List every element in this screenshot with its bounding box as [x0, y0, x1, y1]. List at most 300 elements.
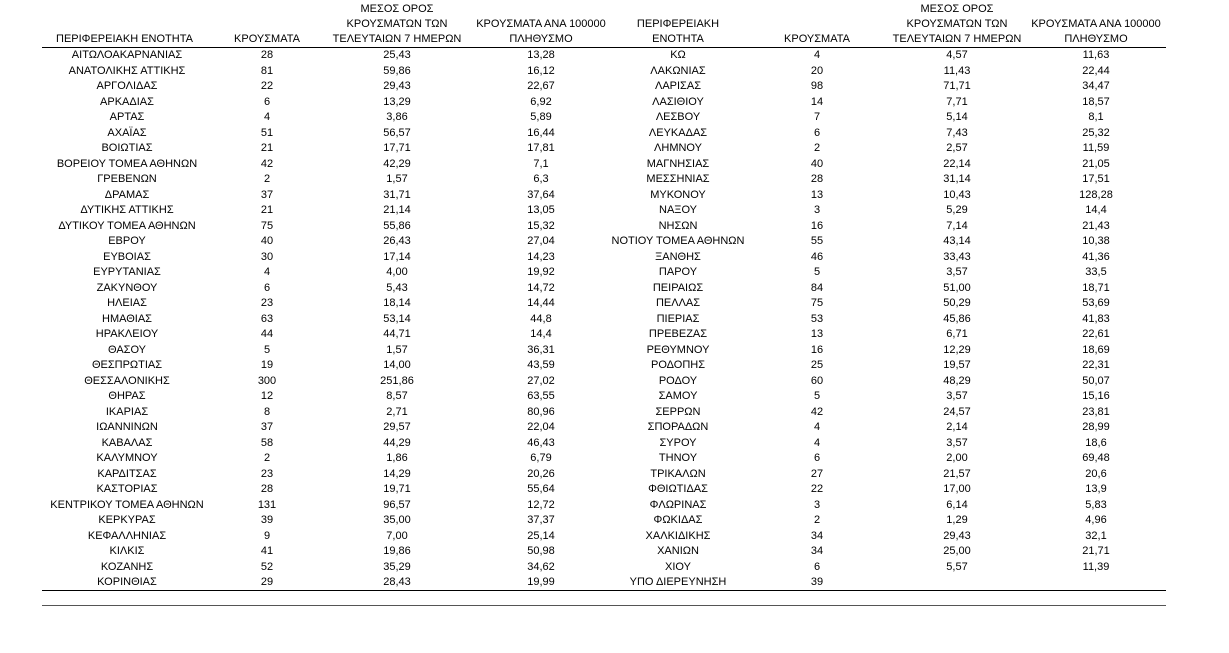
cases-cell: 84 — [810, 281, 824, 294]
region-cell: ΑΝΑΤΟΛΙΚΗΣ ΑΤΤΙΚΗΣ — [68, 64, 186, 77]
table-row — [42, 389, 610, 405]
cases-cell: 4 — [813, 421, 821, 433]
region-cell: ΝΑΞΟΥ — [659, 204, 697, 216]
per100k-cell: 17,81 — [527, 142, 555, 154]
per100k-cell: 5,89 — [530, 111, 552, 123]
cases-cell: 13 — [810, 188, 824, 201]
table-row — [610, 157, 1166, 173]
per100k-cell: 21,05 — [1082, 157, 1110, 170]
per100k-cell: 18,6 — [1085, 436, 1107, 449]
region-cell: ΕΥΡΥΤΑΝΙΑΣ — [93, 266, 161, 278]
avg-cell: 3,57 — [946, 390, 968, 402]
cases-cell: 6 — [263, 95, 271, 108]
table-row — [610, 327, 1166, 343]
per100k-cell: 80,96 — [527, 405, 555, 418]
table-row — [610, 312, 1166, 328]
region-cell: ΣΕΡΡΩΝ — [655, 405, 701, 418]
table-row — [42, 436, 610, 452]
table-row — [610, 343, 1166, 359]
region-cell: ΕΥΒΟΙΑΣ — [103, 250, 151, 263]
table-row — [42, 157, 610, 173]
cases-cell: 5 — [263, 343, 271, 356]
region-cell: ΚΙΛΚΙΣ — [109, 545, 145, 557]
region-cell: ΑΧΑΪΑΣ — [107, 126, 147, 139]
region-cell: ΡΟΔΟΠΗΣ — [650, 359, 706, 371]
cases-cell: 5 — [813, 266, 821, 278]
per100k-cell: 20,26 — [527, 467, 555, 480]
avg-cell — [888, 575, 1026, 591]
avg-header: ΜΕΣΟΣ ΟΡΟΣ ΚΡΟΥΣΜΑΤΩΝ ΤΩΝ ΤΕΛΕΥΤΑΙΩΝ 7 ΗΜΕΡΩΝ — [332, 3, 462, 45]
per100k-cell: 21,71 — [1082, 545, 1110, 557]
table-row — [42, 374, 610, 390]
cases-cell: 19 — [260, 359, 274, 371]
cases-cell: 30 — [260, 250, 274, 263]
table-row — [610, 110, 1166, 126]
cases-cell: 34 — [810, 545, 824, 557]
region-cell: ΣΥΡΟΥ — [659, 436, 697, 449]
avg-cell: 11,43 — [943, 64, 971, 77]
per100k-cell: 27,04 — [527, 235, 555, 247]
per100k-cell: 11,59 — [1082, 142, 1110, 154]
avg-cell: 33,43 — [943, 250, 971, 263]
cases-cell: 37 — [260, 188, 274, 201]
per100k-cell: 69,48 — [1082, 452, 1110, 464]
cases-cell: 22 — [260, 80, 274, 92]
cases-cell: 42 — [260, 157, 274, 170]
region-cell: ΝΗΣΩΝ — [658, 219, 698, 232]
region-cell: ΚΕΦΑΛΛΗΝΙΑΣ — [87, 529, 167, 542]
avg-cell: 42,29 — [383, 157, 411, 170]
table-row — [610, 575, 1166, 591]
right-table — [610, 0, 1166, 591]
region-cell: ΛΗΜΝΟΥ — [654, 142, 702, 154]
per100k-cell: 14,4 — [1085, 204, 1107, 216]
region-cell: ΗΡΑΚΛΕΙΟΥ — [95, 328, 159, 340]
table-row — [42, 110, 610, 126]
per100k-cell: 50,98 — [527, 545, 555, 557]
cases-cell: 40 — [810, 157, 824, 170]
cases-cell: 3 — [813, 204, 821, 216]
per100k-cell: 37,37 — [527, 514, 555, 526]
per100k-cell: 4,96 — [1085, 514, 1107, 526]
region-header: ΠΕΡΙΦΕΡΕΙΑΚΗ ΕΝΟΤΗΤΑ — [636, 18, 720, 45]
region-cell: ΛΑΚΩΝΙΑΣ — [650, 64, 706, 77]
per100k-cell: 32,1 — [1085, 529, 1107, 542]
table-row — [610, 219, 1166, 235]
table-row — [42, 513, 610, 529]
avg-cell: 26,43 — [383, 235, 411, 247]
bottom-rule — [42, 605, 1166, 606]
cases-cell: 29 — [260, 576, 274, 588]
per100k-cell — [1026, 575, 1166, 591]
cases-cell: 2 — [263, 452, 271, 464]
cases-cell: 2 — [813, 142, 821, 154]
per100k-cell: 33,5 — [1085, 266, 1107, 278]
region-cell: ΠΑΡΟΥ — [658, 266, 698, 278]
region-cell: ΚΩ — [670, 49, 686, 61]
left-header-row — [42, 0, 610, 48]
avg-cell: 55,86 — [383, 219, 411, 232]
table-row — [42, 64, 610, 80]
table-row — [610, 250, 1166, 266]
cases-cell: 46 — [810, 250, 824, 263]
cases-cell: 39 — [260, 514, 274, 526]
per100k-cell: 22,04 — [527, 421, 555, 433]
avg-cell: 1,86 — [386, 452, 408, 464]
avg-cell: 29,43 — [943, 529, 971, 542]
avg-cell: 7,71 — [946, 95, 968, 108]
cases-cell: 4 — [263, 266, 271, 278]
cases-cell: 39 — [810, 576, 824, 588]
avg-cell: 17,14 — [383, 250, 411, 263]
per100k-cell: 6,92 — [530, 95, 552, 108]
table-row — [610, 436, 1166, 452]
cases-cell: 34 — [810, 529, 824, 542]
table-row — [42, 482, 610, 498]
per100k-header: ΚΡΟΥΣΜΑΤΑ ΑΝΑ 100000 ΠΛΗΘΥΣΜΟ — [1031, 18, 1161, 45]
table-row — [42, 234, 610, 250]
per100k-cell: 37,64 — [527, 188, 555, 201]
avg-cell: 8,57 — [386, 390, 408, 402]
region-cell: ΛΕΣΒΟΥ — [655, 111, 701, 123]
per100k-header: ΚΡΟΥΣΜΑΤΑ ΑΝΑ 100000 ΠΛΗΘΥΣΜΟ — [476, 18, 606, 45]
per100k-cell: 50,07 — [1082, 374, 1110, 387]
region-cell: ΚΟΖΑΝΗΣ — [100, 560, 154, 573]
avg-cell: 6,71 — [946, 328, 968, 340]
avg-cell: 50,29 — [943, 297, 971, 309]
per100k-cell: 34,47 — [1082, 80, 1110, 92]
per100k-cell: 28,99 — [1082, 421, 1110, 433]
avg-cell: 6,14 — [946, 498, 968, 511]
per100k-cell: 34,62 — [527, 560, 555, 573]
table-row — [42, 48, 610, 64]
cases-cell: 53 — [810, 312, 824, 325]
region-cell: ΣΠΟΡΑΔΩΝ — [647, 421, 709, 433]
table-row — [42, 451, 610, 467]
per100k-cell: 16,12 — [527, 64, 555, 77]
table-row — [42, 498, 610, 514]
cases-cell: 16 — [810, 219, 824, 232]
avg-cell: 7,14 — [946, 219, 968, 232]
table-row — [42, 343, 610, 359]
cases-cell: 60 — [810, 374, 824, 387]
per100k-cell: 11,39 — [1082, 560, 1110, 573]
avg-cell: 7,00 — [386, 529, 408, 542]
table-row — [610, 296, 1166, 312]
cases-cell: 21 — [260, 204, 274, 216]
right-header-row — [610, 0, 1166, 48]
table-row — [610, 544, 1166, 560]
avg-cell: 19,57 — [943, 359, 971, 371]
per100k-cell: 7,1 — [533, 157, 549, 170]
avg-cell: 251,86 — [380, 374, 414, 387]
region-cell: ΔΡΑΜΑΣ — [104, 188, 150, 201]
table-row — [610, 560, 1166, 576]
avg-cell: 44,29 — [383, 436, 411, 449]
region-cell: ΑΙΤΩΛΟΑΚΑΡΝΑΝΙΑΣ — [71, 49, 183, 61]
cases-cell: 5 — [813, 390, 821, 402]
avg-cell: 3,57 — [946, 436, 968, 449]
cases-cell: 131 — [257, 498, 277, 511]
region-cell: ΙΩΑΝΝΙΝΩΝ — [96, 421, 158, 433]
table-row — [610, 64, 1166, 80]
region-cell: ΚΕΡΚΥΡΑΣ — [98, 514, 156, 526]
avg-cell: 19,71 — [383, 483, 411, 495]
region-cell: ΛΑΡΙΣΑΣ — [654, 80, 701, 92]
per100k-cell: 6,3 — [533, 173, 549, 185]
avg-cell: 3,86 — [386, 111, 408, 123]
table-row — [610, 451, 1166, 467]
avg-cell: 51,00 — [943, 281, 971, 294]
per100k-cell: 13,9 — [1085, 483, 1107, 495]
table-row — [610, 281, 1166, 297]
per100k-cell: 8,1 — [1088, 111, 1104, 123]
cases-cell: 12 — [260, 390, 274, 402]
table-row — [42, 312, 610, 328]
avg-cell: 29,57 — [383, 421, 411, 433]
cases-cell: 2 — [813, 514, 821, 526]
region-cell: ΚΑΛΥΜΝΟΥ — [96, 452, 158, 464]
avg-cell: 53,14 — [383, 312, 411, 325]
region-cell: ΚΟΡΙΝΘΙΑΣ — [97, 576, 157, 588]
cases-cell: 6 — [813, 452, 821, 464]
per100k-cell: 41,36 — [1082, 250, 1110, 263]
table-row — [42, 467, 610, 483]
table-row — [610, 513, 1166, 529]
avg-cell: 17,71 — [383, 142, 411, 154]
avg-cell: 1,57 — [386, 343, 408, 356]
per100k-cell: 22,61 — [1082, 328, 1110, 340]
per100k-cell: 22,31 — [1082, 359, 1110, 371]
cases-cell: 4 — [813, 436, 821, 449]
region-cell: ΡΕΘΥΜΝΟΥ — [646, 343, 710, 356]
avg-cell: 35,00 — [383, 514, 411, 526]
region-cell: ΝΟΤΙΟΥ ΤΟΜΕΑ ΑΘΗΝΩΝ — [611, 235, 745, 247]
cases-cell: 40 — [260, 235, 274, 247]
region-cell: ΠΕΙΡΑΙΩΣ — [652, 281, 704, 294]
table-row — [610, 48, 1166, 64]
avg-cell: 2,71 — [386, 405, 408, 418]
per100k-cell: 14,23 — [527, 250, 555, 263]
avg-cell: 44,71 — [383, 328, 411, 340]
avg-cell: 2,14 — [946, 421, 968, 433]
avg-cell: 5,43 — [386, 281, 408, 294]
region-cell: ΚΑΡΔΙΤΣΑΣ — [97, 467, 157, 480]
avg-cell: 4,57 — [946, 49, 968, 61]
avg-cell: 5,29 — [946, 204, 968, 216]
table-row — [610, 420, 1166, 436]
per100k-cell: 21,43 — [1082, 219, 1110, 232]
table-row — [610, 126, 1166, 142]
cases-cell: 51 — [260, 126, 274, 139]
avg-cell: 31,71 — [383, 188, 411, 201]
table-row — [42, 544, 610, 560]
cases-cell: 14 — [810, 95, 824, 108]
table-row — [610, 95, 1166, 111]
per100k-cell: 17,51 — [1082, 173, 1110, 185]
table-row — [610, 265, 1166, 281]
cases-cell: 28 — [260, 483, 274, 495]
table-row — [610, 482, 1166, 498]
region-cell: ΡΟΔΟΥ — [658, 374, 698, 387]
region-cell: ΦΩΚΙΔΑΣ — [653, 514, 703, 526]
avg-cell: 25,43 — [383, 49, 411, 61]
region-cell: ΞΑΝΘΗΣ — [655, 250, 701, 263]
region-cell: ΘΗΡΑΣ — [108, 390, 146, 402]
table-row — [42, 405, 610, 421]
avg-cell: 13,29 — [383, 95, 411, 108]
cases-cell: 2 — [263, 173, 271, 185]
table-row — [610, 79, 1166, 95]
region-cell: ΠΕΛΛΑΣ — [655, 297, 701, 309]
region-cell: ΗΜΑΘΙΑΣ — [102, 312, 152, 325]
per100k-cell: 15,16 — [1082, 390, 1110, 402]
region-cell: ΠΙΕΡΙΑΣ — [656, 312, 700, 325]
region-cell: ΓΡΕΒΕΝΩΝ — [97, 173, 157, 185]
avg-cell: 25,00 — [943, 545, 971, 557]
per100k-cell: 14,72 — [527, 281, 555, 294]
avg-cell: 1,57 — [386, 173, 408, 185]
region-cell: ΠΡΕΒΕΖΑΣ — [648, 328, 708, 340]
avg-cell: 48,29 — [943, 374, 971, 387]
cases-cell: 28 — [260, 49, 274, 61]
table-row — [610, 203, 1166, 219]
table-row — [610, 358, 1166, 374]
avg-cell: 14,00 — [383, 359, 411, 371]
avg-cell: 28,43 — [383, 576, 411, 588]
region-cell: ΛΕΥΚΑΔΑΣ — [648, 126, 708, 139]
per100k-cell: 18,69 — [1082, 343, 1110, 356]
cases-header: ΚΡΟΥΣΜΑΤΑ — [234, 33, 300, 45]
avg-cell: 12,29 — [943, 343, 971, 356]
region-cell: ΣΑΜΟΥ — [658, 390, 698, 402]
per100k-cell: 18,57 — [1082, 95, 1110, 108]
cases-cell: 44 — [260, 328, 274, 340]
table-row — [42, 575, 610, 591]
cases-cell: 81 — [260, 64, 274, 77]
avg-cell: 45,86 — [943, 312, 971, 325]
avg-cell: 5,14 — [946, 111, 968, 123]
cases-cell: 6 — [813, 560, 821, 573]
per100k-cell: 23,81 — [1082, 405, 1110, 418]
per100k-cell: 55,64 — [527, 483, 555, 495]
table-row — [610, 389, 1166, 405]
cases-cell: 52 — [260, 560, 274, 573]
cases-cell: 23 — [260, 467, 274, 480]
per100k-cell: 11,63 — [1082, 49, 1110, 61]
avg-header: ΜΕΣΟΣ ΟΡΟΣ ΚΡΟΥΣΜΑΤΩΝ ΤΩΝ ΤΕΛΕΥΤΑΙΩΝ 7 ΗΜΕΡΩΝ — [892, 3, 1022, 45]
region-cell: ΧΙΟΥ — [665, 560, 691, 573]
region-cell: ΕΒΡΟΥ — [108, 235, 146, 247]
per100k-cell: 43,59 — [527, 359, 555, 371]
cases-cell: 37 — [260, 421, 274, 433]
table-row — [42, 95, 610, 111]
region-cell: ΚΑΒΑΛΑΣ — [101, 436, 153, 449]
table-row — [42, 420, 610, 436]
cases-cell: 27 — [810, 467, 824, 480]
table-row — [610, 234, 1166, 250]
table-row — [42, 203, 610, 219]
cases-header: ΚΡΟΥΣΜΑΤΑ — [784, 33, 850, 45]
cases-cell: 55 — [810, 235, 824, 247]
per100k-cell: 19,99 — [527, 576, 555, 588]
avg-cell: 14,29 — [383, 467, 411, 480]
cases-cell: 23 — [260, 297, 274, 309]
avg-cell: 21,57 — [943, 467, 971, 480]
cases-cell: 28 — [810, 173, 824, 185]
cases-cell: 4 — [263, 111, 271, 123]
region-cell: ΑΡΓΟΛΙΔΑΣ — [96, 80, 158, 92]
avg-cell: 21,14 — [383, 204, 411, 216]
per100k-cell: 53,69 — [1082, 297, 1110, 309]
right-table-body — [610, 48, 1166, 591]
cases-cell: 9 — [263, 529, 271, 542]
cases-cell: 22 — [810, 483, 824, 495]
region-cell: ΛΑΣΙΘΙΟΥ — [652, 95, 704, 108]
region-cell: ΧΑΛΚΙΔΙΚΗΣ — [645, 529, 711, 542]
per100k-cell: 18,71 — [1082, 281, 1110, 294]
region-cell: ΒΟΙΩΤΙΑΣ — [101, 142, 153, 154]
region-cell: ΙΚΑΡΙΑΣ — [105, 405, 149, 418]
table-row — [42, 188, 610, 204]
per100k-cell: 27,02 — [527, 374, 555, 387]
table-row — [610, 141, 1166, 157]
region-cell: ΦΛΩΡΙΝΑΣ — [649, 498, 707, 511]
per100k-cell: 128,28 — [1079, 188, 1113, 201]
table-row — [610, 374, 1166, 390]
per100k-cell: 20,6 — [1085, 467, 1107, 480]
table-row — [42, 172, 610, 188]
region-cell: ΤΡΙΚΑΛΩΝ — [650, 467, 706, 480]
cases-cell: 300 — [257, 374, 277, 387]
cases-cell: 6 — [813, 126, 821, 139]
avg-cell: 2,00 — [946, 452, 968, 464]
table-row — [42, 281, 610, 297]
cases-cell: 21 — [260, 142, 274, 154]
region-cell: ΚΑΣΤΟΡΙΑΣ — [96, 483, 158, 495]
avg-cell: 17,00 — [943, 483, 971, 495]
cases-cell: 6 — [263, 281, 271, 294]
table-row — [42, 560, 610, 576]
table-row — [42, 126, 610, 142]
avg-cell: 1,29 — [946, 514, 968, 526]
per100k-cell: 22,67 — [527, 80, 555, 92]
avg-cell: 71,71 — [943, 80, 971, 92]
region-header: ΠΕΡΙΦΕΡΕΙΑΚΗ ΕΝΟΤΗΤΑ — [56, 33, 193, 45]
region-cell: ΘΑΣΟΥ — [107, 343, 147, 356]
cases-cell: 42 — [810, 405, 824, 418]
cases-cell: 4 — [813, 49, 821, 61]
per100k-cell: 14,44 — [527, 297, 555, 309]
avg-cell: 4,00 — [386, 266, 408, 278]
table-row — [610, 188, 1166, 204]
cases-cell: 7 — [813, 111, 821, 123]
cases-cell: 98 — [810, 80, 824, 92]
region-cell: ΥΠΟ ΔΙΕΡΕΥΝΗΣΗ — [629, 576, 727, 588]
per100k-cell: 13,05 — [527, 204, 555, 216]
avg-cell: 3,57 — [946, 266, 968, 278]
region-cell: ΔΥΤΙΚΗΣ ΑΤΤΙΚΗΣ — [80, 204, 174, 216]
region-cell: ΘΕΣΣΑΛΟΝΙΚΗΣ — [84, 374, 170, 387]
cases-cell: 58 — [260, 436, 274, 449]
table-row — [42, 79, 610, 95]
avg-cell: 18,14 — [383, 297, 411, 309]
per100k-cell: 36,31 — [527, 343, 555, 356]
table-end-rule — [42, 590, 1166, 591]
avg-cell: 35,29 — [383, 560, 411, 573]
region-cell: ΘΕΣΠΡΩΤΙΑΣ — [91, 359, 163, 371]
region-cell: ΔΥΤΙΚΟΥ ΤΟΜΕΑ ΑΘΗΝΩΝ — [58, 219, 196, 232]
